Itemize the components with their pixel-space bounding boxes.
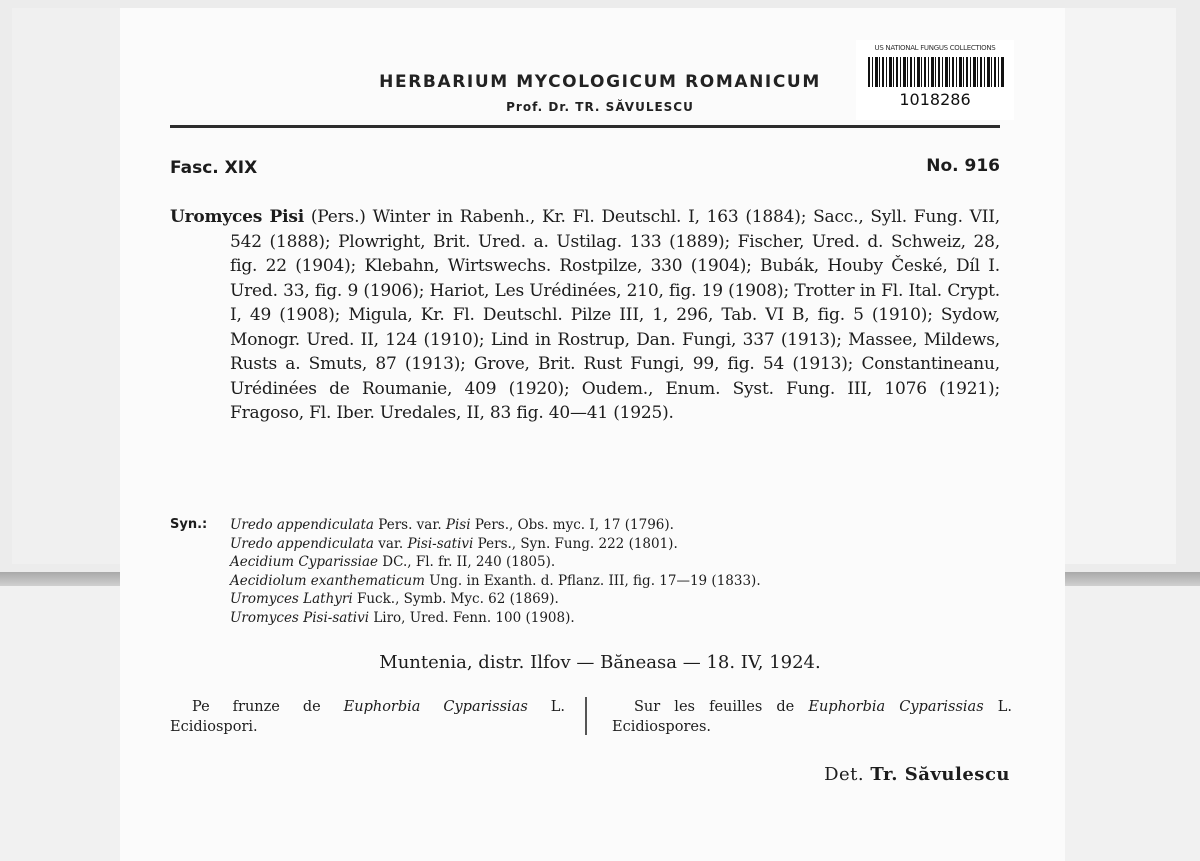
host-divider xyxy=(585,697,587,735)
barcode-icon xyxy=(868,57,1004,87)
synonyms-list xyxy=(230,516,1020,627)
synonym-line: Uredo appendiculata Pers. var. Pisi Pers., Obs. myc. I, 17 (1796). xyxy=(230,517,674,533)
host-french: Sur les feuilles de Euphorbia Cyparissias L. Ecidiospores. xyxy=(612,699,1012,735)
host-romanian: Pe frunze de Euphorbia Cyparissias L. Ecidiospori. xyxy=(170,699,565,735)
species-citation-block xyxy=(170,205,1000,426)
specimen-number: No. 916 xyxy=(926,156,1000,176)
synonym-line: Aecidiolum exanthematicum Ung. in Exanth. d. Pflanz. III, fig. 17—19 (1833). xyxy=(230,572,761,589)
herbarium-title: HERBARIUM MYCOLOGICUM ROMANICUM xyxy=(379,72,821,92)
barcode-number: 1018286 xyxy=(899,90,971,109)
barcode-sticker xyxy=(856,40,1014,120)
barcode-caption: US NATIONAL FUNGUS COLLECTIONS xyxy=(874,44,996,52)
fascicle-label: Fasc. XIX xyxy=(170,158,258,178)
herbarium-subtitle: Prof. Dr. TR. SĂVULESCU xyxy=(506,100,694,114)
synonyms-label: Syn.: xyxy=(170,517,208,532)
header-rule xyxy=(170,125,1000,128)
species-citation: (Pers.) Winter in Rabenh., Kr. Fl. Deutschl. I, 163 (1884); Sacc., Syll. Fung. VII, 542 (1888); Plowright, Brit. Ured. a. Ustilag. 133 (1889); Fischer, Ured. d. Schweiz, 28, fig. 22 (1904); Klebahn, Wirtswechs. Rostpilze, 330 (1904); Bubák, Houby České, Díl I. Ured. 33, fig. 9 (1906); Hariot, Les Urédinées, 210, fig. 19 (1908); Trotter in Fl. Ital. Crypt. I, 49 (1908); Migula, Kr. Fl. Deutschl. Pilze III, 1, 296, Tab. VI B, fig. 5 (1910); Sydow, Monogr. Ured. II, 124 (1910); Lind in Rostrup, Dan. Fungi, 337 (1913); Massee, Mildews, Rusts a. Smuts, 87 (1913); Grove, Brit. Rust Fungi, 99, fig. 54 (1913); Constantineanu, Urédinées de Roumanie, 409 (1920); Oudem., Enum. Syst. Fung. III, 1076 (1921); Fragoso, Fl. Iber. Uredales, II, 83 fig. 40—41 (1925). xyxy=(230,207,1000,423)
synonym-line: Uromyces Pisi-sativi Liro, Ured. Fenn. 100 (1908). xyxy=(230,609,575,626)
determiner: Det. Tr. Săvulescu xyxy=(824,764,1010,785)
species-name: Uromyces Pisi xyxy=(170,207,304,227)
synonym-line: Uromyces Lathyri Fuck., Symb. Myc. 62 (1869). xyxy=(230,591,559,607)
collection-locality: Muntenia, distr. Ilfov — Băneasa — 18. IV, 1924. xyxy=(379,652,821,673)
synonym-line: Uredo appendiculata var. Pisi-sativi Pers., Syn. Fung. 222 (1801). xyxy=(230,535,678,552)
synonym-line: Aecidium Cyparissiae DC., Fl. fr. II, 240 (1805). xyxy=(230,554,556,570)
